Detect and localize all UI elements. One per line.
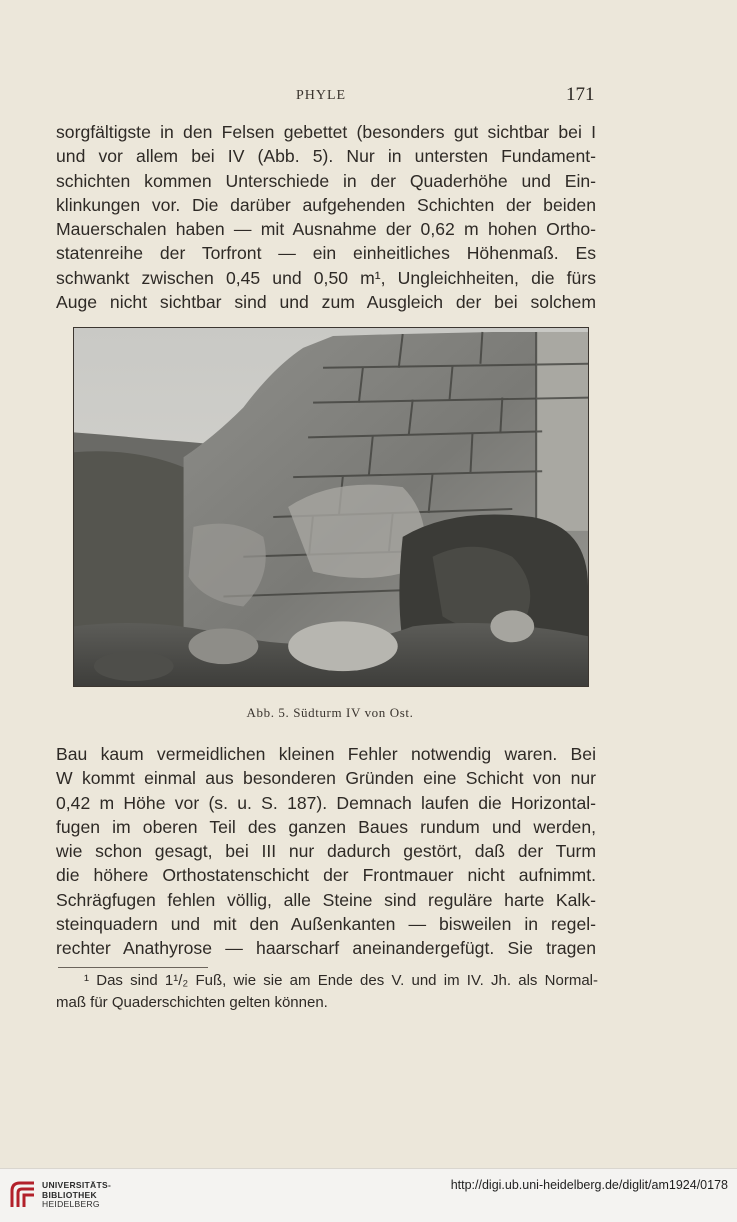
text-line: Bau kaum vermeidlichen kleinen Fehler notwendig waren. Bei [56,744,596,764]
text-line: und vor allem bei IV (Abb. 5). Nur in untersten Fundament- [56,146,596,167]
text-line: Mauerschalen haben — mit Ausnahme der 0,62 m hohen Ortho- [56,219,596,240]
permalink-url[interactable]: http://digi.ub.uni-heidelberg.de/diglit/am1924/0178 [450,1178,728,1192]
body-text-bottom [56,742,596,961]
text-line: 0,42 m Höhe vor (s. u. S. 187). Demnach laufen die Horizontal- [56,792,596,813]
library-line: UNIVERSITÄTS- [42,1180,112,1190]
text-line: sorgfältigste in den Felsen gebettet (besonders gut sichtbar bei I [56,122,596,142]
running-title: PHYLE [296,88,347,103]
viewer-footer-bar [0,1168,737,1222]
text-line: Auge nicht sichtbar sind und zum Ausgleich der bei solchem [56,292,596,313]
text-line: wie schon gesagt, bei III nur dadurch gestört, daß der Turm [56,841,596,862]
footnote-divider [58,967,208,968]
text-line: Schrägfugen fehlen völlig, alle Steine sind reguläre harte Kalk- [56,889,596,910]
text-line: rechter Anathyrose — haarscharf aneinandergefügt. Sie tragen [56,938,596,959]
library-line: HEIDELBERG [42,1199,100,1209]
ub-heidelberg-logo-icon[interactable] [8,1177,40,1211]
text-line: steinquadern und mit den Außenkanten — bisweilen in regel- [56,914,596,935]
text-line: fugen im oberen Teil des ganzen Baues rundum und werden, [56,816,596,837]
text-line: klinkungen vor. Die darüber aufgehenden Schichten der beiden [56,194,596,215]
tower-wall-photo [74,328,588,686]
footnote-line: maß für Quaderschichten gelten können. [56,994,328,1011]
footnote-line: ¹ Das sind 1¹/₂ Fuß, wie sie am Ende des V. und im IV. Jh. als Normal- [84,972,598,989]
text-line: statenreihe der Torfront — ein einheitliches Höhenmaß. Es [56,243,596,264]
footnote [56,970,598,1014]
body-text-top [56,120,596,314]
text-line: schwankt zwischen 0,45 und 0,50 m¹, Ungleichheiten, die fürs [56,267,596,288]
text-line: W kommt einmal aus besonderen Gründen eine Schicht von nur [56,768,596,789]
page-number: 171 [566,84,595,105]
text-line: schichten kommen Unterschiede in der Quaderhöhe und Ein- [56,170,596,191]
figure-caption: Abb. 5. Südturm IV von Ost. [246,705,414,720]
library-line: BIBLIOTHEK [42,1189,97,1200]
library-name [42,1181,111,1210]
figure-photo [73,327,589,687]
text-line: die höhere Orthostatenschicht der Frontmauer nicht aufnimmt. [56,865,596,886]
